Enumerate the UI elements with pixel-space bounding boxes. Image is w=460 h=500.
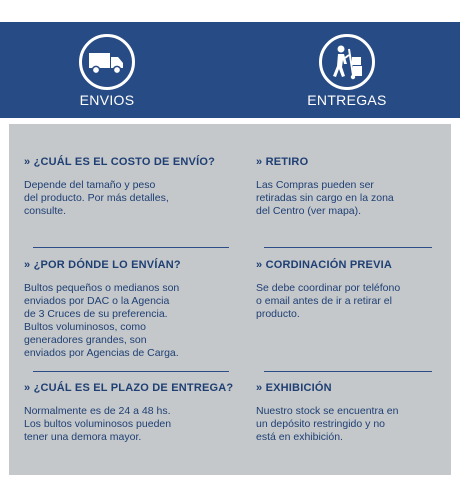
answer-line: un depósito restringido y no: [256, 418, 385, 430]
answer-line: generadores grandes, son: [24, 334, 147, 346]
answer-line: Se debe coordinar por teléfono: [256, 282, 401, 294]
answer-line: retiradas sin cargo en la zona: [256, 192, 394, 204]
answer-line: de 3 Cruces de su preferencia.: [24, 308, 168, 320]
answer-line: Depende del tamaño y peso: [24, 179, 156, 191]
faq-exhibicion: [256, 382, 436, 444]
divider: [264, 371, 432, 372]
faq-coordinacion: [256, 259, 436, 321]
faq-plazo-entrega: [24, 382, 234, 444]
faq-answer: [24, 179, 234, 218]
faq-costo-envio: [24, 156, 234, 218]
truck-icon: [79, 34, 135, 90]
envios-label: ENVIOS: [79, 92, 135, 108]
faq-title: » ¿CUÁL ES EL COSTO DE ENVÍO?: [24, 156, 216, 168]
answer-line: está en exhibición.: [256, 431, 343, 443]
divider: [33, 371, 229, 372]
answer-line: producto.: [256, 308, 300, 320]
faq-answer: [24, 282, 234, 360]
faq-por-donde: [24, 259, 234, 360]
faq-title: » ¿CUÁL ES EL PLAZO DE ENTREGA?: [24, 382, 234, 394]
faq-title: » CORDINACIÓN PREVIA: [256, 259, 393, 271]
answer-line: del producto. Por más detalles,: [24, 192, 169, 204]
answer-line: Las Compras pueden ser: [256, 179, 374, 191]
entregas-header: [262, 22, 432, 118]
answer-line: enviados por Agencias de Carga.: [24, 347, 179, 359]
faq-retiro: [256, 156, 436, 218]
faq-answer: [24, 405, 234, 444]
answer-line: Bultos voluminosos, como: [24, 321, 146, 333]
envios-header: [22, 22, 192, 118]
entregas-label: ENTREGAS: [307, 92, 387, 108]
answer-line: consulte.: [24, 205, 67, 217]
divider: [33, 247, 229, 248]
answer-line: enviados por DAC o la Agencia: [24, 295, 170, 307]
faq-answer: [256, 405, 436, 444]
answer-line: o email antes de ir a retirar el: [256, 295, 392, 307]
answer-line: Bultos pequeños o medianos son: [24, 282, 180, 294]
answer-line: tener una demora mayor.: [24, 431, 142, 443]
faq-title: » RETIRO: [256, 156, 309, 168]
top-banner: [0, 22, 460, 118]
faq-title: » ¿POR DÓNDE LO ENVÍAN?: [24, 259, 181, 271]
answer-line: del Centro (ver mapa).: [256, 205, 362, 217]
answer-line: Normalmente es de 24 a 48 hs.: [24, 405, 171, 417]
divider: [264, 247, 432, 248]
answer-line: Los bultos voluminosos pueden: [24, 418, 172, 430]
faq-answer: [256, 179, 436, 218]
hand-truck-icon: [319, 34, 375, 90]
answer-line: Nuestro stock se encuentra en: [256, 405, 399, 417]
faq-title: » EXHIBICIÓN: [256, 382, 332, 394]
faq-answer: [256, 282, 436, 321]
